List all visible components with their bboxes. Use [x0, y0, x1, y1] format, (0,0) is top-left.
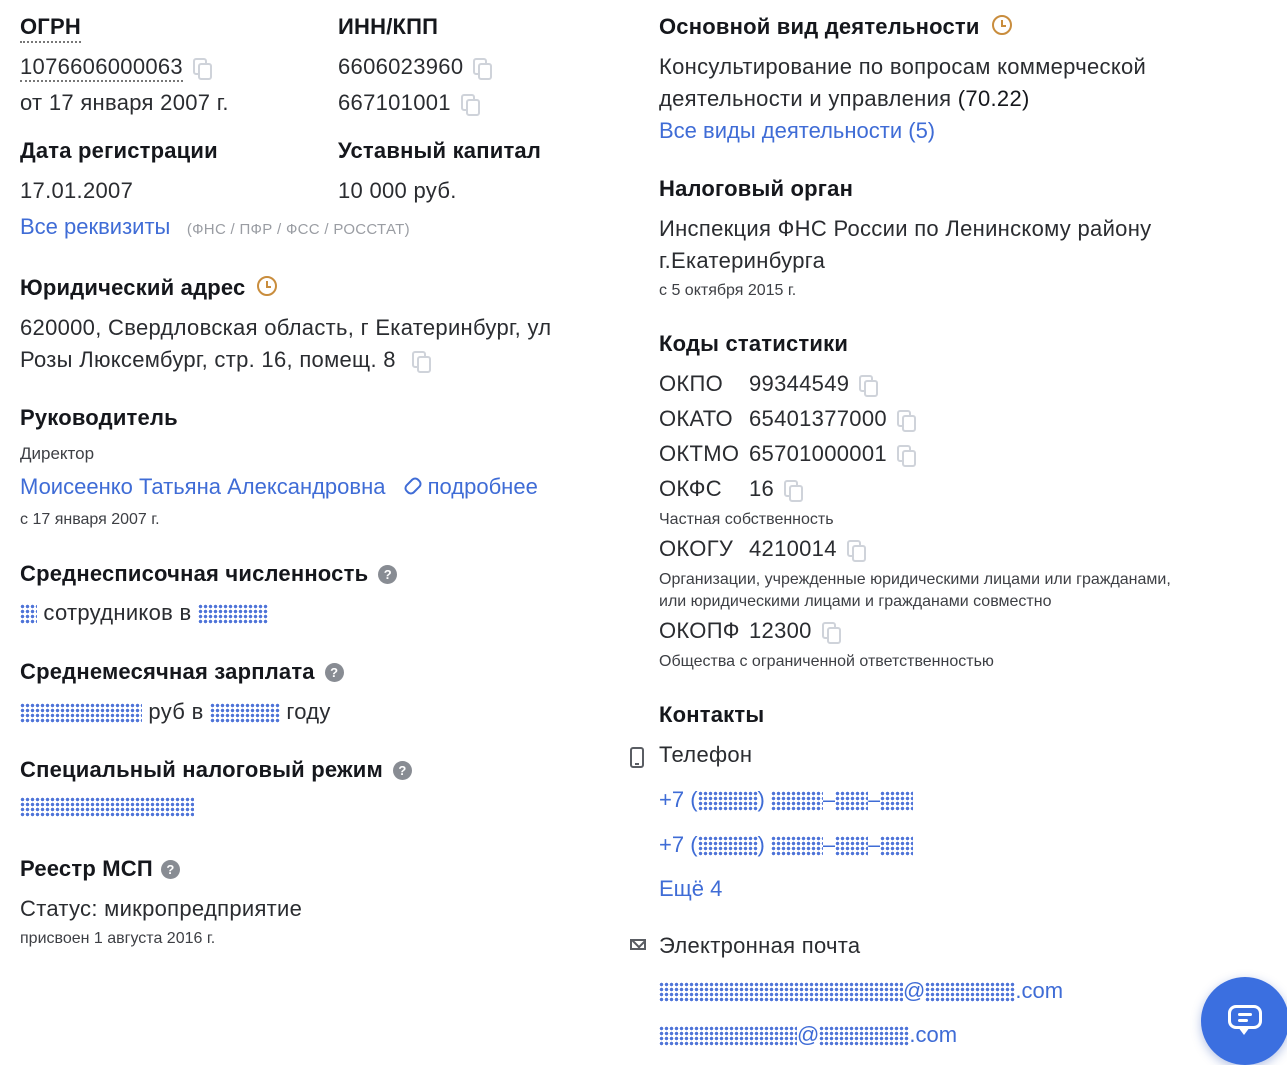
inn-kpp-label: ИНН/КПП — [338, 14, 439, 39]
copy-icon[interactable] — [412, 351, 426, 368]
copy-icon[interactable] — [897, 445, 911, 462]
stats-label: Коды статистики — [659, 331, 849, 356]
kpp-row — [338, 90, 475, 116]
chat-icon-tail — [1238, 1027, 1250, 1035]
okogu-desc-line2: или юридическими лицами и гражданами совместно — [659, 593, 1052, 610]
history-clock-icon[interactable] — [257, 276, 277, 296]
address-heading — [20, 275, 277, 301]
head-since: с 17 января 2007 г. — [20, 511, 160, 528]
ogrn-value[interactable]: 1076606000063 — [20, 54, 183, 82]
hidden-value-mask[interactable] — [20, 797, 194, 817]
email-link[interactable] — [659, 1022, 957, 1048]
head-name-link[interactable]: Моисеенко Татьяна Александровна — [20, 474, 386, 499]
hidden-value-mask — [698, 836, 758, 856]
phone-dash: – — [822, 832, 836, 857]
okfs-row — [659, 476, 798, 502]
msp-label: Реестр МСП — [20, 856, 153, 881]
activity-line2: деятельности и управления — [659, 86, 952, 111]
phone-close: ) — [757, 787, 765, 812]
hidden-value-mask[interactable] — [198, 604, 268, 624]
hidden-value-mask — [835, 791, 868, 811]
help-icon[interactable]: ? — [393, 761, 412, 780]
copy-icon[interactable] — [193, 58, 207, 75]
okato-label: ОКАТО — [659, 406, 733, 431]
hidden-value-mask — [771, 836, 823, 856]
hidden-value-mask[interactable] — [20, 604, 37, 624]
link-icon — [402, 475, 423, 496]
email-at: @ — [797, 1022, 820, 1047]
salary-heading — [20, 659, 344, 685]
hidden-value-mask — [880, 836, 913, 856]
phone-prefix: +7 ( — [659, 787, 698, 812]
activity-code: (70.22) — [957, 86, 1030, 111]
tax-regime-value-row — [20, 797, 194, 818]
hidden-value-mask — [698, 791, 758, 811]
employees-row — [20, 600, 268, 626]
okfs-value: 16 — [749, 476, 775, 501]
reg-date-value: 17.01.2007 — [20, 178, 134, 203]
okpo-label: ОКПО — [659, 371, 724, 396]
more-phones-link[interactable]: Ещё 4 — [659, 876, 723, 901]
address-line2: Розы Люксембург, стр. 16, помещ. 8 — [20, 347, 396, 372]
activity-line2-row — [659, 86, 1030, 112]
salary-rub-text: руб в — [148, 699, 204, 724]
tax-authority-line2: г.Екатеринбурга — [659, 248, 826, 273]
tax-authority-label: Налоговый орган — [659, 176, 854, 201]
okpo-value: 99344549 — [749, 371, 850, 396]
activity-label: Основной вид деятельности — [659, 14, 980, 39]
employees-heading — [20, 561, 397, 587]
email-domain: .com — [909, 1022, 958, 1047]
address-line1: 620000, Свердловская область, г Екатеринбург, ул — [20, 315, 552, 340]
tax-authority-line1: Инспекция ФНС России по Ленинскому району — [659, 216, 1152, 241]
address-label: Юридический адрес — [20, 275, 246, 300]
head-details-label: подробнее — [427, 474, 538, 499]
email-label: Электронная почта — [659, 933, 861, 958]
okpo-row — [659, 371, 873, 397]
contacts-label: Контакты — [659, 702, 765, 727]
ogrn-label: ОГРН — [20, 14, 81, 43]
okogu-desc-line1: Организации, учрежденные юридическими лицами или гражданами, — [659, 571, 1171, 588]
capital-value: 10 000 руб. — [338, 178, 457, 203]
msp-heading — [20, 856, 180, 882]
okopf-row — [659, 618, 836, 644]
salary-year-text: году — [286, 699, 331, 724]
okopf-label: ОКОПФ — [659, 618, 740, 643]
salary-row — [20, 699, 331, 725]
requisites-sources: (ФНС / ПФР / ФСС / РОССТАТ) — [186, 221, 410, 238]
address-line2-row — [20, 347, 426, 373]
copy-icon[interactable] — [784, 480, 798, 497]
ogrn-date: от 17 января 2007 г. — [20, 90, 229, 115]
help-icon[interactable]: ? — [325, 663, 344, 682]
msp-status: Статус: микропредприятие — [20, 896, 303, 921]
chat-icon — [1228, 1005, 1262, 1029]
copy-icon[interactable] — [897, 410, 911, 427]
phone-dash: – — [868, 787, 881, 812]
phone-dash: – — [822, 787, 836, 812]
copy-icon[interactable] — [473, 58, 487, 75]
head-label: Руководитель — [20, 405, 178, 430]
oktmo-label: ОКТМО — [659, 441, 740, 466]
okfs-label: ОКФС — [659, 476, 722, 501]
okopf-desc: Общества с ограниченной ответственностью — [659, 653, 994, 670]
phone-icon — [630, 747, 644, 768]
activity-line1: Консультирование по вопросам коммерческой — [659, 54, 1147, 79]
phone-label: Телефон — [659, 742, 753, 767]
copy-icon[interactable] — [461, 94, 475, 111]
employees-label: Среднесписочная численность — [20, 561, 369, 586]
inn-value: 6606023960 — [338, 54, 464, 79]
chat-button[interactable] — [1201, 977, 1287, 1065]
head-role: Директор — [20, 444, 95, 463]
okogu-label: ОКОГУ — [659, 536, 734, 561]
phone-close: ) — [757, 832, 765, 857]
all-activities-link[interactable]: Все виды деятельности (5) — [659, 118, 936, 143]
capital-label: Уставный капитал — [338, 138, 542, 163]
tax-authority-since: с 5 октября 2015 г. — [659, 282, 797, 299]
copy-icon[interactable] — [847, 540, 861, 557]
help-icon[interactable]: ? — [378, 565, 397, 584]
hidden-value-mask — [835, 836, 868, 856]
phone-link[interactable] — [659, 832, 913, 858]
tax-regime-heading — [20, 757, 412, 783]
hidden-value-mask — [819, 1026, 909, 1046]
ogrn-value-row — [20, 54, 207, 80]
all-requisites-link[interactable]: Все реквизиты — [20, 214, 171, 239]
okopf-value: 12300 — [749, 618, 812, 643]
email-link[interactable] — [659, 978, 1063, 1004]
help-icon[interactable]: ? — [161, 860, 180, 879]
email-at: @ — [903, 978, 926, 1003]
activity-heading — [659, 14, 1012, 40]
copy-icon[interactable] — [822, 622, 836, 639]
hidden-value-mask — [925, 982, 1015, 1002]
reg-date-label: Дата регистрации — [20, 138, 218, 163]
kpp-value: 667101001 — [338, 90, 451, 115]
salary-label: Среднемесячная зарплата — [20, 659, 315, 684]
hidden-value-mask — [659, 1026, 797, 1046]
oktmo-row — [659, 441, 911, 467]
phone-link[interactable] — [659, 787, 913, 813]
email-domain: .com — [1015, 978, 1064, 1003]
inn-row — [338, 54, 487, 80]
msp-assigned: присвоен 1 августа 2016 г. — [20, 930, 216, 947]
oktmo-value: 65701000001 — [749, 441, 887, 466]
copy-icon[interactable] — [859, 375, 873, 392]
employees-text: сотрудников в — [43, 600, 192, 625]
phone-dash: – — [868, 832, 881, 857]
head-details-link[interactable] — [404, 474, 538, 499]
tax-regime-label: Специальный налоговый режим — [20, 757, 383, 782]
okogu-value: 4210014 — [749, 536, 837, 561]
hidden-value-mask — [771, 791, 823, 811]
okogu-row — [659, 536, 861, 562]
head-name-row — [20, 474, 538, 500]
phone-prefix: +7 ( — [659, 832, 698, 857]
history-clock-icon[interactable] — [992, 15, 1012, 35]
hidden-value-mask[interactable] — [210, 703, 280, 723]
mail-icon — [630, 939, 646, 950]
okato-row — [659, 406, 911, 432]
requisites-row — [20, 214, 410, 240]
hidden-value-mask — [659, 982, 903, 1002]
hidden-value-mask — [880, 791, 913, 811]
okfs-desc: Частная собственность — [659, 511, 834, 528]
hidden-value-mask[interactable] — [20, 703, 142, 723]
okato-value: 65401377000 — [749, 406, 887, 431]
